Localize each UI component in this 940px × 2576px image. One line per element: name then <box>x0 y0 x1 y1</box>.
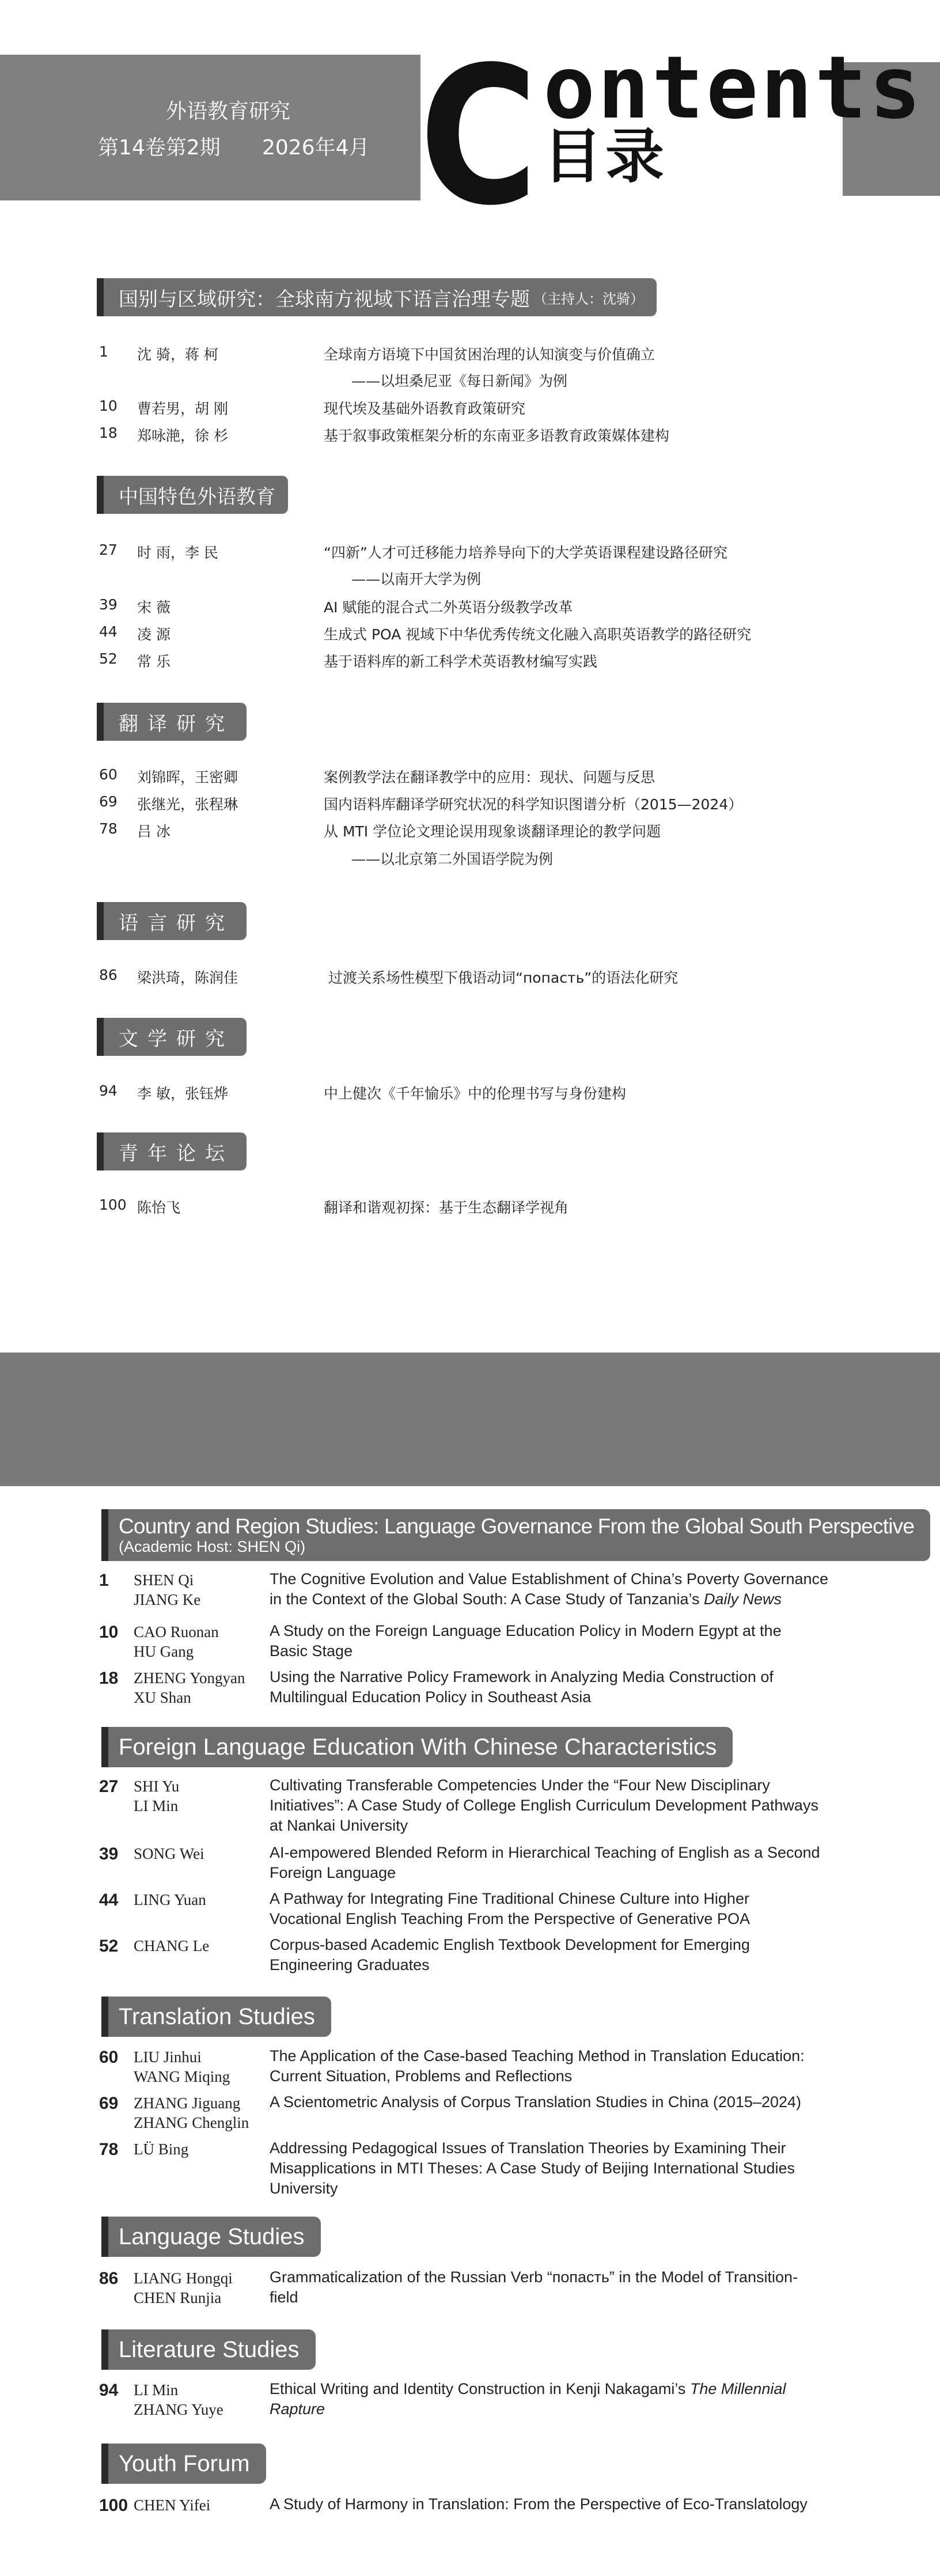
cn-entry-authors: 沈 骑，蒋 柯 <box>137 346 218 363</box>
en-entry-page: 39 <box>99 1844 119 1863</box>
en-title-line: The Application of the Case-based Teaching Method in Translation Education: <box>270 2047 805 2064</box>
en-title-line: field <box>270 2289 298 2306</box>
en-entry-authors <box>134 1570 200 1609</box>
cn-entry-title: 案例教学法在翻译教学中的应用：现状、问题与反思 <box>324 769 655 786</box>
cn-toc-entry[interactable] <box>99 623 848 646</box>
en-title-line: Using the Narrative Policy Framework in Analyzing Media Construction of <box>270 1668 774 1685</box>
en-entry-title[interactable] <box>270 2267 840 2308</box>
en-entry-authors <box>134 1844 204 1863</box>
en-title-line: Initiatives”: A Case Study of College English Curriculum Development Pathways <box>270 1797 818 1814</box>
en-entry-author: ZHANG Chenglin <box>134 2114 249 2131</box>
en-section-heading <box>101 2217 321 2257</box>
en-entry-title[interactable] <box>270 1621 840 1661</box>
en-entry-page: 52 <box>99 1937 119 1956</box>
en-entry-title[interactable] <box>270 2138 840 2199</box>
cn-entry-authors: 吕 冰 <box>137 823 170 840</box>
en-entry-authors <box>134 2495 210 2515</box>
en-title-line: Foreign Language <box>270 1864 396 1881</box>
cn-entry-subtitle: ——以北京第二外国语学院为例 <box>351 851 554 867</box>
cn-toc-entry[interactable] <box>99 650 848 673</box>
en-entry-author: ZHENG Yongyan <box>134 1669 245 1687</box>
cn-entry-page: 27 <box>99 541 117 558</box>
en-entry-title[interactable] <box>270 1889 840 1929</box>
en-entry-page: 94 <box>99 2381 119 2400</box>
en-title-line: AI-empowered Blended Reform in Hierarchical Teaching of English as a Second <box>270 1844 820 1861</box>
en-section-title: Country and Region Studies: Language Governance From the Global South Perspective <box>119 1514 915 1538</box>
en-title-line: Corpus-based Academic English Textbook Development for Emerging <box>270 1936 750 1953</box>
en-entry-author: LÜ Bing <box>134 2141 189 2158</box>
en-entry-author: XU Shan <box>134 1689 191 1706</box>
cn-section-title: 文学研究 <box>119 1027 234 1051</box>
en-entry-author: SHEN Qi <box>134 1571 194 1589</box>
cn-entry-page: 39 <box>99 596 117 613</box>
cn-entry-authors: 梁洪琦，陈润佳 <box>137 969 238 986</box>
cn-entry-page: 86 <box>99 967 117 983</box>
en-title-line: Grammaticalization of the Russian Verb “попасть” in the Model of Transition- <box>270 2268 798 2286</box>
en-section-title: Youth Forum <box>119 2451 250 2476</box>
en-entry-title[interactable] <box>270 1775 840 1836</box>
en-title-line: Misapplications in MTI Theses: A Case Study of Beijing International Studies <box>270 2160 795 2177</box>
en-entry-authors <box>134 2268 233 2308</box>
en-title-line: Cultivating Transferable Competencies Under the “Four New Disciplinary <box>270 1776 770 1794</box>
en-section-title: Literature Studies <box>119 2337 300 2362</box>
cn-entry-authors: 常 乐 <box>137 653 170 670</box>
contents-heading-cn: 目录 <box>543 123 668 191</box>
en-entry-author: CAO Ruonan <box>134 1623 219 1641</box>
en-entry-author: CHEN Runjia <box>134 2289 222 2306</box>
cn-section-heading <box>97 703 247 741</box>
cn-entry-title: 过渡关系场性模型下俄语动词“попасть”的语法化研究 <box>328 969 679 986</box>
cn-section-heading <box>97 278 657 316</box>
cn-section-title: 中国特色外语教育 <box>119 485 275 509</box>
en-entry-author: LIU Jinhui <box>134 2048 202 2066</box>
en-entry-title[interactable] <box>270 1667 840 1707</box>
cn-entry-page: 44 <box>99 623 117 640</box>
en-title-line: Engineering Graduates <box>270 1956 430 1973</box>
cn-toc-entry[interactable] <box>99 343 848 366</box>
en-entry-page: 18 <box>99 1669 119 1688</box>
en-title-italic: Daily News <box>704 1590 782 1608</box>
en-entry-page: 10 <box>99 1623 119 1642</box>
en-entry-title[interactable] <box>270 2494 840 2514</box>
cn-toc-entry[interactable] <box>99 967 848 990</box>
journal-date: 2026年4月 <box>262 136 370 160</box>
en-section-heading <box>101 1727 733 1767</box>
en-section-host: (Academic Host: SHEN Qi) <box>119 1537 306 1555</box>
en-title-line: The Cognitive Evolution and Value Establishment of China’s Poverty Governance <box>270 1570 829 1588</box>
middle-band <box>0 1353 940 1486</box>
en-entry-author: LIANG Hongqi <box>134 2270 233 2287</box>
en-entry-page: 27 <box>99 1777 119 1796</box>
cn-toc-entry[interactable] <box>99 793 848 816</box>
en-entry-authors <box>134 2093 249 2132</box>
cn-entry-authors: 时 雨，李 民 <box>137 544 218 561</box>
journal-volume-issue: 第14卷第2期 <box>98 136 221 160</box>
en-entry-author: LI Min <box>134 2381 179 2399</box>
en-title-italic: The Millennial Rapture <box>270 2380 786 2418</box>
cn-entry-title: 国内语料库翻译学研究状况的科学知识图谱分析（2015—2024） <box>324 796 743 813</box>
cn-section-heading <box>97 1132 247 1170</box>
en-entry-page: 44 <box>99 1891 119 1910</box>
cn-entry-page: 69 <box>99 793 117 810</box>
cn-entry-page: 78 <box>99 820 117 837</box>
en-entry-page: 1 <box>99 1571 109 1590</box>
en-entry-author: LI Min <box>134 1797 179 1814</box>
en-entry-page: 69 <box>99 2094 119 2113</box>
cn-toc-entry[interactable] <box>99 541 848 565</box>
en-entry-author: ZHANG Jiguang <box>134 2094 241 2112</box>
en-entry-author: SONG Wei <box>134 1845 204 1862</box>
en-entry-author: ZHANG Yuye <box>134 2401 223 2418</box>
en-entry-author: LING Yuan <box>134 1891 206 1908</box>
en-entry-title[interactable] <box>270 1935 840 1975</box>
cn-entry-page: 1 <box>99 343 108 360</box>
en-title-line-wrap <box>270 1589 840 1609</box>
cn-entry-page: 100 <box>99 1196 127 1213</box>
en-title-line: A Scientometric Analysis of Corpus Translation Studies in China (2015–2024) <box>270 2093 802 2111</box>
en-title-line: A Pathway for Integrating Fine Traditional Chinese Culture into Higher <box>270 1890 749 1907</box>
en-title-line: University <box>270 2180 338 2197</box>
cn-toc-entry[interactable] <box>99 1082 848 1105</box>
cn-entry-title: 全球南方语境下中国贫困治理的认知演变与价值确立 <box>324 346 655 363</box>
header-band-left <box>0 55 420 200</box>
en-entry-authors <box>134 1890 206 1910</box>
cn-entry-subtitle: ——以坦桑尼亚《每日新闻》为例 <box>351 373 568 389</box>
en-entry-title[interactable] <box>270 2092 840 2112</box>
cn-entry-subtitle: ——以南开大学为例 <box>351 571 482 588</box>
en-title-line: Ethical Writing and Identity Construction in Kenji Nakagami’s <box>270 2380 686 2397</box>
cn-entry-title: 基于叙事政策框架分析的东南亚多语教育政策媒体建构 <box>324 427 670 444</box>
en-entry-title[interactable] <box>270 1843 840 1883</box>
cn-toc-entry[interactable] <box>99 397 848 421</box>
cn-toc-entry[interactable] <box>99 596 848 619</box>
cn-section-host: （主持人：沈骑） <box>533 290 644 307</box>
contents-initial-letter: C <box>419 26 538 247</box>
cn-entry-title: 翻译和谐观初探：基于生态翻译学视角 <box>324 1199 569 1216</box>
en-entry-author: CHANG Le <box>134 1937 210 1954</box>
cn-entry-authors: 凌 源 <box>137 626 170 643</box>
en-title-line: Addressing Pedagogical Issues of Translation Theories by Examining Their <box>270 2139 786 2157</box>
cn-entry-authors: 刘锦晖，王密卿 <box>137 769 238 786</box>
en-entry-authors <box>134 2139 188 2159</box>
cn-entry-title: AI 赋能的混合式二外英语分级教学改革 <box>324 599 573 616</box>
en-entry-authors <box>134 2047 230 2086</box>
en-section-heading <box>101 2444 266 2484</box>
cn-entry-authors: 张继光，张程琳 <box>137 796 238 813</box>
en-entry-title[interactable] <box>270 2046 840 2086</box>
cn-toc-entry[interactable] <box>99 425 848 448</box>
en-entry-author: SHI Yu <box>134 1778 180 1795</box>
en-entry-page: 60 <box>99 2048 119 2067</box>
cn-entry-title: 中上健次《千年愉乐》中的伦理书写与身份建构 <box>324 1085 627 1102</box>
cn-toc-entry[interactable] <box>99 766 848 789</box>
en-entry-page: 78 <box>99 2140 119 2159</box>
cn-section-title: 国别与区域研究：全球南方视域下语言治理专题 <box>119 287 530 311</box>
en-title-line: A Study of Harmony in Translation: From the Perspective of Eco-Translatology <box>270 2495 808 2513</box>
en-section-heading <box>101 2329 316 2370</box>
en-entry-authors <box>134 1776 179 1816</box>
en-entry-author: HU Gang <box>134 1643 194 1660</box>
en-title-line: A Study on the Foreign Language Education Policy in Modern Egypt at the <box>270 1622 782 1639</box>
en-entry-page: 86 <box>99 2269 119 2288</box>
en-title-line: at Nankai University <box>270 1817 408 1834</box>
cn-entry-title: 基于语料库的新工科学术英语教材编写实践 <box>324 653 598 670</box>
en-entry-title[interactable] <box>270 1569 840 1609</box>
en-entry-authors <box>134 1936 209 1956</box>
cn-section-title: 语言研究 <box>119 911 234 935</box>
cn-entry-authors: 陈怡飞 <box>137 1199 181 1216</box>
cn-section-title: 青年论坛 <box>119 1142 234 1165</box>
cn-entry-page: 10 <box>99 397 117 414</box>
cn-entry-authors: 郑咏滟，徐 杉 <box>137 427 228 444</box>
cn-section-heading <box>97 1018 247 1056</box>
cn-entry-title: 从 MTI 学位论文理论误用现象谈翻译理论的教学问题 <box>324 823 661 840</box>
cn-entry-page: 52 <box>99 650 117 667</box>
en-entry-authors <box>134 1668 245 1707</box>
cn-section-title: 翻译研究 <box>119 712 234 736</box>
cn-entry-page: 94 <box>99 1082 117 1099</box>
cn-entry-page: 60 <box>99 766 117 783</box>
cn-entry-title: “四新”人才可迁移能力培养导向下的大学英语课程建设路径研究 <box>324 544 727 561</box>
en-entry-author: CHEN Yifei <box>134 2497 211 2514</box>
cn-entry-authors: 宋 薇 <box>137 599 170 616</box>
en-section-heading <box>101 1509 930 1561</box>
cn-toc-entry[interactable] <box>99 820 848 843</box>
cn-section-heading <box>97 476 288 514</box>
en-title-line: Multilingual Education Policy in Southeast Asia <box>270 1688 592 1706</box>
cn-toc-entry[interactable] <box>99 1196 848 1219</box>
en-title-line: in the Context of the Global South: A Case Study of Tanzania’s <box>270 1590 700 1608</box>
en-title-line: Current Situation, Problems and Reflections <box>270 2067 573 2085</box>
en-section-title: Language Studies <box>119 2224 305 2249</box>
en-section-heading <box>101 1997 331 2037</box>
journal-title: 外语教育研究 <box>166 100 291 123</box>
en-entry-author: JIANG Ke <box>134 1591 201 1608</box>
contents-heading: ontents <box>543 38 924 138</box>
cn-entry-title: 现代埃及基础外语教育政策研究 <box>324 400 526 417</box>
en-entry-authors <box>134 2380 223 2419</box>
cn-entry-authors: 曹若男，胡 刚 <box>137 400 228 417</box>
cn-entry-page: 18 <box>99 425 117 441</box>
en-title-line: Vocational English Teaching From the Perspective of Generative POA <box>270 1910 750 1927</box>
en-entry-title[interactable] <box>270 2379 840 2419</box>
cn-entry-authors: 李 敏，张钰烨 <box>137 1085 228 1102</box>
en-entry-authors <box>134 1622 219 1661</box>
cn-entry-title: 生成式 POA 视域下中华优秀传统文化融入高职英语教学的路径研究 <box>324 626 752 643</box>
en-section-title: Foreign Language Education With Chinese Characteristics <box>119 1734 717 1760</box>
en-title-line: Basic Stage <box>270 1642 353 1660</box>
en-entry-page: 100 <box>99 2496 128 2515</box>
en-entry-author: WANG Miqing <box>134 2068 230 2085</box>
cn-section-heading <box>97 902 247 940</box>
en-section-title: Translation Studies <box>119 2004 315 2029</box>
